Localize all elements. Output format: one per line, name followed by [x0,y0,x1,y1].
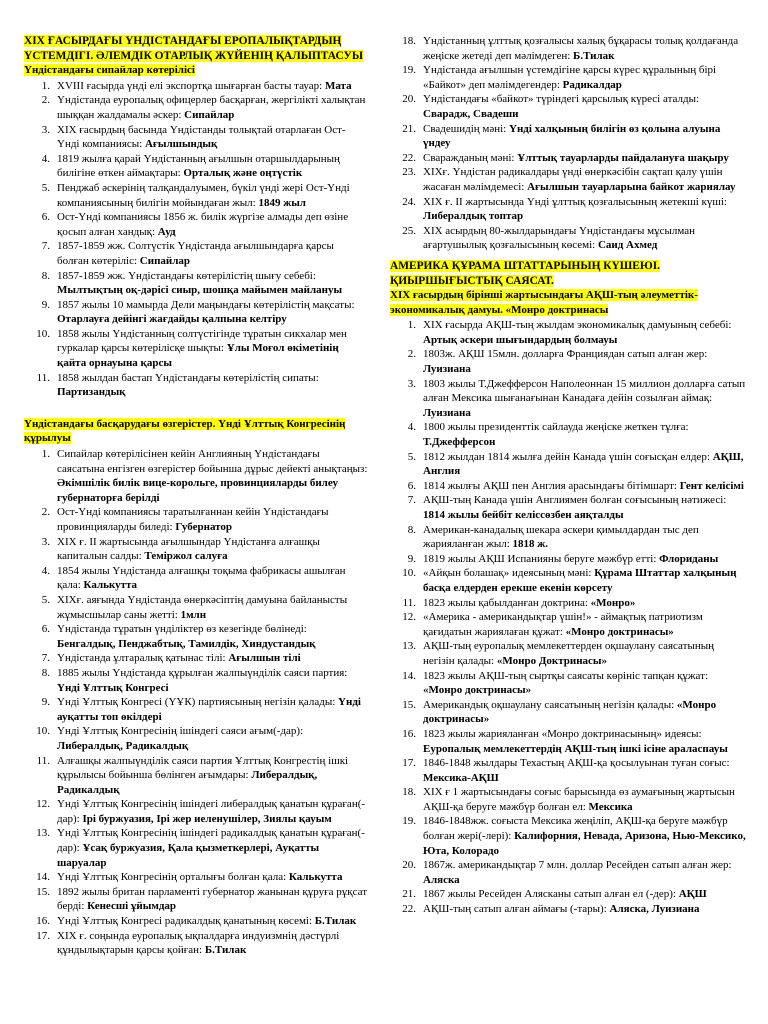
list-item [24,885,368,914]
item-answer: Үнді ауқатты топ өкілдері [57,696,361,723]
item-number: 19. [402,64,416,77]
item-answer: Т.Джефферсон [423,436,496,449]
item-question: 1857-1859 жж. Солтүстік Үндістанда ағылшындарға қарсы болған көтеріліс: [57,240,334,267]
list-item [390,785,746,814]
item-question: «Айқын болашақ» идеясының мәні: [423,567,595,580]
item-number: 18. [402,786,416,799]
item-number: 14. [36,871,50,884]
item-answer: Орталық және оңтүстік [183,167,303,180]
item-answer: «Монро доктринасы» [565,625,674,638]
item-answer: Б.Тилак [314,915,357,928]
item-number: 13. [36,827,50,840]
list-item [390,450,746,479]
question-list [24,447,368,958]
item-number: 7. [407,494,416,507]
list-item [390,814,746,858]
list-item [390,902,746,917]
item-number: 15. [402,698,416,711]
list-item [390,224,746,253]
item-answer: Калькутта [83,579,138,592]
item-question: XIX асырдың 80-жылдарындағы Үндістандағы мұсылман ағартушылық қозғалысының көсемі: [423,224,696,252]
item-number: 13. [402,640,416,653]
item-number: 20. [402,93,416,106]
list-item [390,479,746,494]
item-question: 1892 жылы британ парламенті губернатор жанынан құруға рұқсат берді: [57,885,368,913]
list-item [390,566,746,595]
item-answer: АҚШ [678,888,707,901]
item-number: 22. [402,903,416,916]
list-item [24,93,368,122]
item-answer: Ағылшын тілі [228,652,301,665]
item-answer: Отарлауға дейінгі жағдайды қалпына келтіру [57,313,287,326]
item-number: 9. [41,696,50,709]
item-question: Сваражданың мәні: [423,151,518,164]
item-answer: Теміржол салуға [144,550,228,563]
item-answer: «Монро» [590,596,636,609]
item-number: 10. [36,725,50,738]
item-question: XIX ғ. ІІ жартысында ағылшындар Үндістанға алғашқы капиталын салды: [57,535,320,563]
item-number: 22. [402,151,416,164]
list-item [24,123,368,152]
item-question: XIXғ. аяғында Үндістанда өнеркәсіптің дамуына байланысты жұмысшылар саны жетті: [57,593,348,621]
item-answer: Үнді Ұлттық Конгресі [57,681,169,694]
item-answer: Либералдық, Радикалдық [57,769,318,796]
item-answer: Сварадж, Свадеши [423,107,519,120]
item-number: 21. [402,888,416,901]
item-number: 10. [36,327,50,340]
item-number: 7. [41,240,50,253]
list-item [24,152,368,181]
list-item [24,914,368,929]
list-item [390,151,746,166]
item-question: Үндістанда тұратын үнділіктер өз кезегінде бөлінеді: [57,623,307,636]
item-number: 4. [407,421,416,434]
item-question: Үндістандағы «байкот» түріндегі қарсылық күресі аталды: [423,93,700,106]
list-item [390,122,746,151]
item-question: Үнді Ұлттық Конгресінің ішіндегі либералдық қанатын құраған(-дар): [57,798,366,825]
item-answer: Ұсақ буржуазия, Қала қызметкерлері, Ауқатты шаруалар [57,842,320,869]
item-answer: Гент келісімі [679,479,744,492]
list-item [390,165,746,194]
list-item [24,593,368,622]
item-answer: Губернатор [175,521,233,533]
item-question: XIX ғасырдың басында Үндістанды толықтай отарлаған Ост-Үнді компаниясы: [57,123,346,151]
item-answer: Ірі буржуазия, Ірі жер иеленушілер, Зиялы қауым [82,812,332,825]
item-number: 25. [402,224,416,237]
list-item [390,377,746,421]
item-question: Үнді Ұлттық Конгресі радикалдық қанатының көсемі: [57,915,315,928]
item-question: Үнді Ұлттық Конгресі (ҮҰК) партиясының негізін қалады: [57,696,339,709]
item-number: 11. [402,596,416,609]
item-question: XIX ғ. соңында еуропалық ықпалдарға индуизмнің дәстүрлі құндылықтарын қарсы қойған: [57,929,340,957]
list-item [24,754,368,798]
item-answer: Үнді халқының билігін өз қолына алуына үндеу [423,122,721,150]
item-question: 1857-1859 жж. Үндістандағы көтерілістің шығу себебі: [57,269,316,282]
item-question: Ост-Үнді компаниясы 1856 ж. билік жүргізе алмады деп өзіне қосып алған хандық: [57,211,349,238]
item-question: Сипайлар көтерілісінен кейін Англияның Үндістандағы саясатына енгізген өзгерістер бойынша дұрыс дейекті анықтаңыз: [57,448,368,475]
item-answer: АҚШ, Англия [423,450,744,478]
item-question: 1800 жылы президенттік сайлауда жеңіске жеткен тұлға: [423,421,689,434]
item-question: 1867ж. американдықтар 7 млн. доллар Ресейден сатып алған жер: [423,859,732,872]
item-answer: «Монро доктринасы» [423,684,532,697]
item-answer: «Монро доктринасы» [423,698,717,726]
item-number: 6. [41,623,50,636]
list-item [390,858,746,887]
item-number: 9. [407,552,416,565]
item-answer: Ағылшын тауарларына байкот жариялау [527,180,736,193]
item-question: Үндістанда еуропалық офицерлер басқарған, жергілікті халықтан шыққан жалдамалы әскер: [57,94,366,121]
item-question: Үнді Ұлттық Конгресінің ішіндегі радикалдық қанатын құраған(-дар): [57,827,365,855]
item-question: 1823 жылы АҚШ-тың сыртқы саясаты көрініс тапқан құжат: [423,669,708,682]
list-item [390,195,746,224]
item-answer: Мексика [588,800,633,813]
item-answer: Әкімшілік билік вице-корольге, провинцияларды билеу губернаторға берілді [57,477,338,504]
item-number: 23. [402,166,416,179]
item-question: XIX ғасырда АҚШ-тың жылдам экономикалық дамуының себебі: [423,319,732,332]
item-question: 1858 жылдан бастап Үндістандағы көтерілістің сипаты: [57,371,319,384]
list-item [390,610,746,639]
list-item [24,79,368,94]
list-item [390,420,746,449]
list-item [24,535,368,564]
item-number: 6. [407,479,416,492]
item-question: 1846-1848 жылдары Техастың АҚШ-қа қосылуынан туған соғыс: [423,757,730,770]
item-answer: Флориданы [659,552,719,565]
item-answer: Бенгалдық, Пенджабтық, Тамилдік, Хиндустандық [57,637,316,650]
item-number: 18. [402,35,416,47]
list-item [390,639,746,668]
item-number: 2. [41,94,50,107]
question-list [390,318,746,916]
list-item [24,826,368,870]
item-question: Үндістанда ағылшын үстемдігіне қарсы күрес құралының бірі «Байкот» деп мәлімдегендер: [423,64,717,91]
item-question: 1823 жылы жарияланған «Монро доктринасының» идеясы: [423,727,702,740]
list-item [24,695,368,724]
list-item [390,318,746,347]
item-number: 7. [41,652,50,665]
item-question: Американдық оқшаулану саясатының негізін қалады: [423,698,677,711]
list-item [390,523,746,552]
item-answer: Құрама Штаттар халқының басқа елдерден ерекше екенін көрсету [423,567,737,594]
item-answer: Мылтықтың оқ-дәрісі сиыр, шошқа майымен майлануы [57,284,343,297]
item-number: 12. [36,798,50,811]
list-item [24,327,368,371]
item-question: 1819 жылы АҚШ Испанияны беруге мәжбүр етті: [423,552,660,565]
list-item [390,34,746,63]
list-item [390,63,746,92]
item-question: АҚШ-тың еуропалық мемлекеттерден оқшаулану саясатының негізін қалады: [423,640,715,667]
item-answer: Либералдық, Радикалдық [57,739,189,752]
item-number: 4. [41,152,50,165]
item-question: Свадешидің мәні: [423,122,509,135]
item-number: 17. [36,929,50,942]
item-number: 16. [36,915,50,928]
item-number: 4. [41,564,50,577]
list-item [24,371,368,400]
item-answer: Калифорния, Невада, Аризона, Нью-Мексико, Юта, Колорадо [423,830,746,857]
item-question: 1858 жылы Үндістанның солтүстігінде тұратын сикхалар мен гуркалар қарсы көтерілісқе шықты: [57,327,347,355]
section-subtitle: Үндістандағы басқарудағы өзгерістер. Үнді Ұлттық Конгресінің құрылуы [24,417,346,445]
item-answer: Ұлттық тауарларды пайдалануға шақыру [517,151,729,164]
item-number: 1. [41,448,50,461]
item-question: Пенджаб әскерінің талқандалуымен, бүкіл үнді жері Ост-Үнді компаниясының билігін мойындаған жыл: [57,181,350,209]
item-answer: «Монро Доктринасы» [496,654,608,667]
item-number: 21. [402,122,416,135]
list-item [24,724,368,753]
item-number: 15. [36,885,50,898]
section-heading [24,417,368,446]
item-answer: Аляска [423,873,460,886]
item-number: 3. [407,377,416,390]
item-answer: Либералдық топтар [423,210,524,223]
item-answer: Саид Ахмед [597,239,658,252]
item-answer: Сипайлар [139,254,191,267]
list-item [24,447,368,505]
item-question: «Америка - американдықтар үшін!» - аймақтық патриотизм қағидатын жариялаған құжат: [423,611,703,638]
list-item [24,651,368,666]
item-question: 1857 жылы 10 мамырда Дели маңындағы көтерілістің мақсаты: [57,298,355,311]
item-answer: Б.Тилак [573,49,615,62]
list-item [390,552,746,567]
item-question: Ост-Үнді компаниясы таратылғаннан кейін Үндістандағы провинцияларды биледі: [57,506,329,533]
item-answer: Б.Тилак [204,944,247,957]
item-answer: Мексика-АҚШ [423,771,499,784]
left-column [24,34,368,958]
item-question: XIX ғ. ІІ жартысында Үнді ұлттық қозғалысының жетекші күші: [423,195,727,208]
item-number: 20. [402,859,416,872]
list-item [390,887,746,902]
list-item [390,756,746,785]
item-number: 2. [407,348,416,361]
item-question: 1819 жылға қарай Үндістанның ағылшын отаршылдарының билігіне өткен аймақтары: [57,152,340,180]
section-heading [390,259,746,317]
item-question: 1823 жылы қабылданған доктрина: [423,596,591,609]
list-item [24,239,368,268]
item-number: 1. [41,79,50,92]
item-number: 8. [41,269,50,282]
item-answer: 1814 жылы бейбіт келіссөзбен аяқталды [423,509,624,521]
item-answer: Партизандық [57,386,126,399]
list-item [24,564,368,593]
list-item [390,347,746,376]
item-question: Американ-канадалық шекара әскери қимылдардан тыс деп жарияланған жыл: [423,523,699,551]
list-item [390,92,746,121]
item-number: 8. [41,666,50,679]
item-number: 5. [41,593,50,606]
question-list [390,34,746,253]
item-number: 5. [41,181,50,194]
item-question: 1885 жылы Үндістанда құрылған жалпыүнділік саяси партия: [57,666,348,679]
right-column [390,34,746,917]
section-title: АМЕРИКА ҚҰРАМА ШТАТТАРЫНЫҢ КҮШЕЮІ. ҚИЫРШЫҒЫСТЫҚ САЯСАТ. [390,259,660,287]
item-answer: Кенесші ұйымдар [87,900,177,913]
item-answer: Артық әскери шығындардың болмауы [423,333,618,346]
list-item [24,181,368,210]
list-item [390,698,746,727]
item-question: Алғашқы жалпыүнділік саяси партия Ұлттық Конгрестің ішкі құрылысы бойынша бөлінген ағымдары: [57,754,349,782]
item-number: 9. [41,298,50,311]
item-question: XIXғ. Үндістан радикалдары үнді өнеркәсібін сақтап қалу үшін жасаған мәлімдемесі: [423,166,723,193]
item-answer: Калькутта [288,871,343,884]
item-question: 1854 жылы Үндістанда алғашқы тоқыма фабрикасы ашылған қала: [57,564,346,592]
item-number: 6. [41,211,50,224]
list-item [24,269,368,298]
item-number: 24. [402,195,416,208]
list-item [24,797,368,826]
list-item [24,210,368,239]
item-number: 8. [407,523,416,536]
item-answer: Сипайлар [184,108,235,121]
section-subtitle: XIX ғасырдың бірінші жартысындағы АҚШ-тың әлеуметтік-экономикалық дамуы. «Монро доктринасы [390,289,698,316]
item-question: XVIII ғасырда үнді елі экспортқа шығарған басты тауар: [57,79,325,92]
item-question: 1803 жылы Т.Джефферсон Наполеоннан 15 миллион долларға сатып алған Мексика шығанағынан Канадаға дейін созылған аймақ: [423,377,746,405]
item-number: 17. [402,757,416,770]
section-subtitle: Үндістандағы сипайлар көтерілісі [24,64,195,77]
item-number: 16. [402,727,416,740]
item-question: XIX ғ 1 жартысындағы соғыс барысында өз аумағының жартысын АҚШ-қа беруге мәжбүр болған ел: [423,786,735,813]
item-number: 19. [402,815,416,828]
list-item [390,493,746,522]
item-answer: 1млн [180,608,207,621]
item-number: 11. [36,371,50,384]
section-heading [24,34,368,78]
item-question: 1814 жылғы АҚШ пен Англия арасындағы бітімшарт: [423,479,680,492]
item-number: 12. [402,611,416,624]
list-item [24,298,368,327]
item-number: 14. [402,669,416,682]
item-answer: 1849 жыл [258,196,306,209]
list-item [24,622,368,651]
item-answer: Мата [324,79,352,92]
item-number: 2. [41,506,50,519]
item-answer: Радикалдар [562,78,622,91]
question-list [24,79,368,400]
item-question: 1803ж. АҚШ 15млн. долларға Франциядан сатып алған жер: [423,348,708,361]
item-question: АҚШ-тың Канада үшін Англиямен болған соғысының нәтижесі: [423,494,727,507]
item-question: Үнді Ұлттық Конгресінің орталығы болған қала: [57,871,289,884]
list-item [24,870,368,885]
item-answer: Ағылшындық [144,138,218,151]
item-answer: Аляска, Луизиана [609,903,700,916]
item-answer: Луизиана [423,363,471,376]
item-question: 1867 жылы Ресейден Аляcканы сатып алған ел (-дер): [423,888,679,901]
item-number: 1. [407,319,416,332]
item-number: 11. [36,754,50,767]
item-answer: Ұлы Моғол өкіметінің қайта орнауына қарсы [57,342,339,370]
list-item [24,505,368,534]
item-question: 1846-1848жж. соғыста Мексика жеңіліп, АҚШ-қа беруге мәжбүр болған жері(-лері): [423,815,728,843]
item-question: АҚШ-тың сатып алған аймағы (-тары): [423,903,610,916]
item-number: 3. [41,535,50,548]
list-item [390,727,746,756]
item-answer: Еуропалық мемлекеттердің АҚШ-тың ішкі ісіне араласпауы [423,742,728,755]
item-number: 10. [402,567,416,580]
item-number: 5. [407,450,416,463]
item-answer: 1818 ж. [512,538,548,551]
item-answer: Ауд [157,225,176,238]
item-question: Үнді Ұлттық Конгресінің ішіндегі саяси ағым(-дар): [57,725,304,738]
list-item [390,596,746,611]
list-item [390,669,746,698]
item-question: 1812 жылдан 1814 жылға дейін Канада үшін соғысқан елдер: [423,450,713,463]
section-title: XIX ҒАСЫРДАҒЫ ҮНДІСТАНДАҒЫ ЕРОПАЛЫҚТАРДЫҢ ҮСТЕМДІГІ. ӘЛЕМДІК ОТАРЛЫҚ ЖҮЙЕНІҢ ҚАЛЫПТАСУЫ [24,35,364,62]
list-item [24,666,368,695]
list-item [24,929,368,958]
item-number: 3. [41,123,50,136]
section-spacer [24,400,368,417]
item-question: Үндістанның ұлттық қозғалысы халық бұқарасы толық қолдағанда жеңіске жетеді деп мәлімдеген: [423,35,739,62]
item-question: Үндістанда ұлтаралық қатынас тілі: [57,652,229,665]
item-answer: Луизиана [423,406,471,419]
